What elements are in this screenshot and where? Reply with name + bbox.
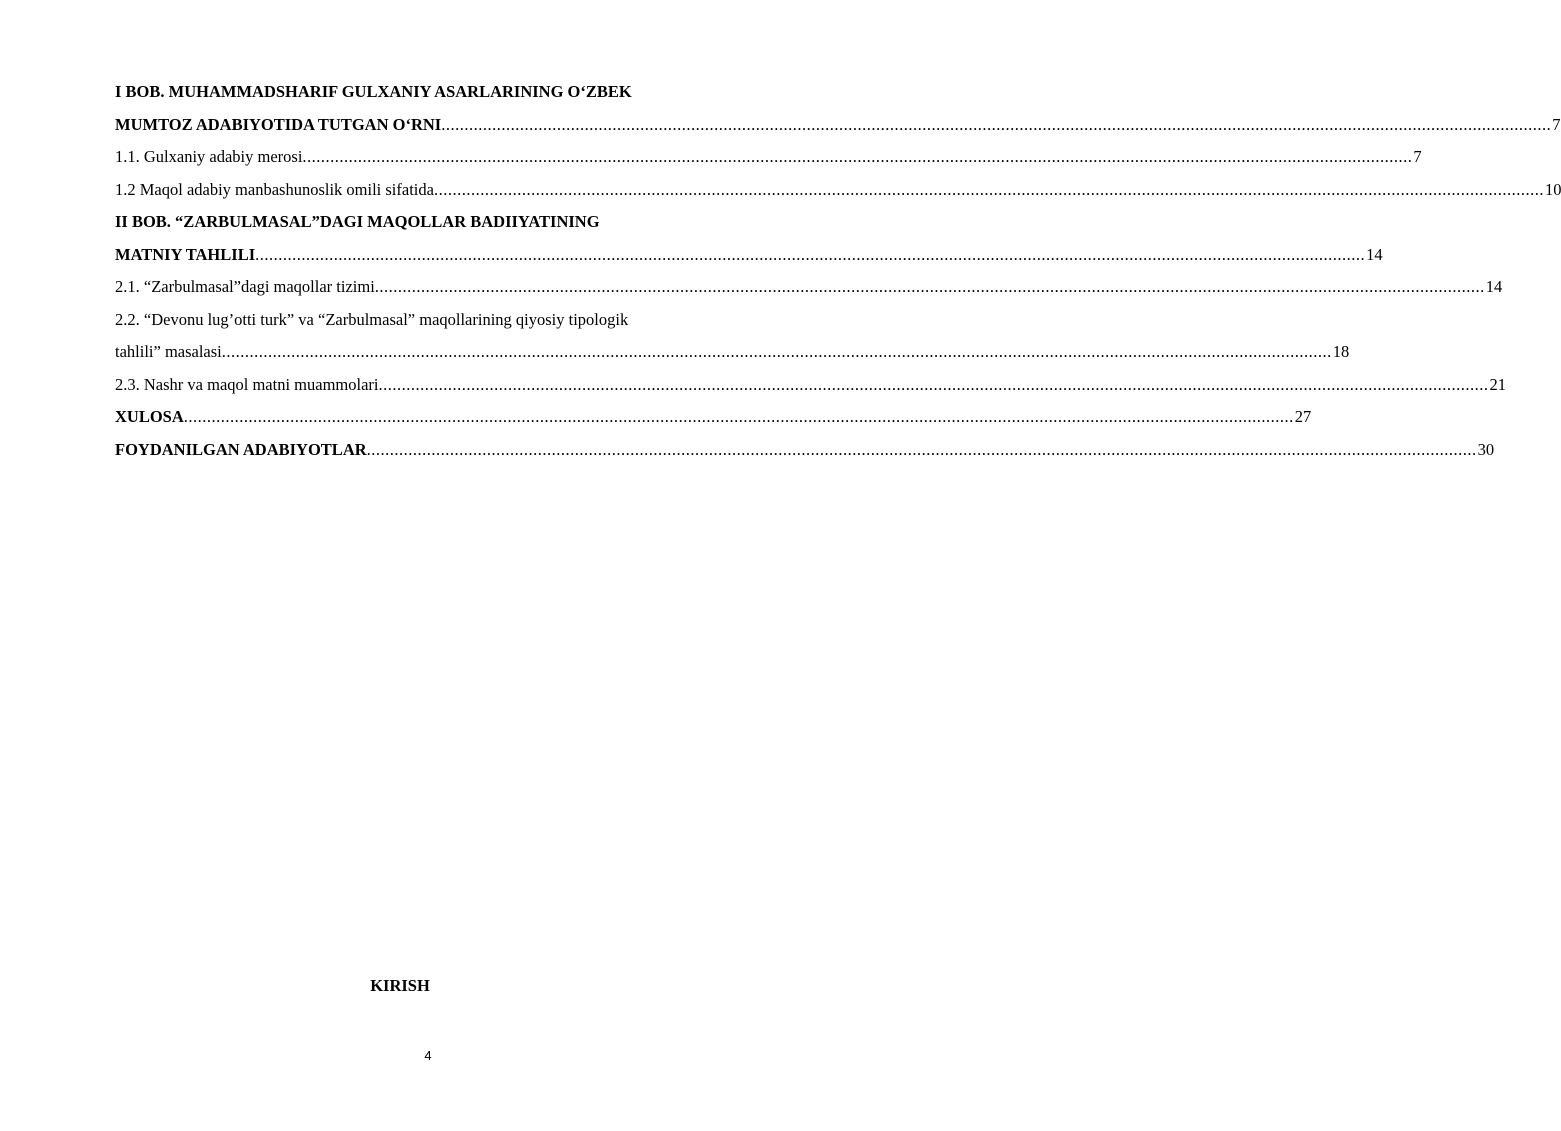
toc-entry-title: 1.2 Maqol adabiy manbashunoslik omili sifatida — [115, 179, 434, 199]
toc-entry-page-number: 21 — [1489, 374, 1506, 394]
dot-leader — [434, 174, 1544, 207]
toc-entry-title: 1.1. Gulxaniy adabiy merosi — [115, 147, 303, 166]
dot-leader — [255, 239, 1365, 272]
dot-leader — [378, 369, 1488, 402]
dot-leader — [302, 141, 1412, 174]
toc-entry-chapter-1[interactable] — [115, 76, 1561, 141]
toc-entry-title: XULOSA — [115, 407, 184, 426]
toc-entry-title: MATNIY TAHLILI — [115, 244, 256, 264]
toc-entry-section-2-2[interactable] — [115, 304, 1350, 369]
toc-entry-chapter-2[interactable] — [115, 206, 1383, 271]
toc-entry-page-number: 18 — [1332, 342, 1350, 361]
toc-entry-title: 2.3. Nashr va maqol matni muammolari — [115, 374, 379, 394]
toc-entry-page-number: 7 — [1413, 147, 1422, 166]
toc-entry-title: MUMTOZ ADABIYOTIDA TUTGAN O‘RNI — [115, 114, 442, 134]
toc-entry-references[interactable] — [115, 434, 1495, 467]
toc-entry-page-number: 30 — [1477, 439, 1495, 459]
toc-entry-title-line: II BOB. “ZARBULMASAL”DAGI MAQOLLAR BADIIYATINING — [115, 212, 600, 231]
section-heading: KIRISH — [370, 976, 430, 995]
dot-leader — [367, 434, 1477, 467]
toc-entry-title: FOYDANILGAN ADABIYOTLAR — [115, 439, 367, 459]
toc-entry-section-1-1[interactable] — [115, 141, 1422, 174]
toc-entry-title: 2.1. “Zarbulmasal”dagi maqollar tizimi — [115, 277, 375, 296]
table-of-contents — [115, 76, 1561, 466]
toc-entry-title: tahlili” masalasi — [115, 342, 222, 361]
toc-entry-page-number: 27 — [1294, 407, 1312, 426]
toc-entry-section-1-2[interactable] — [115, 174, 1561, 207]
page-number: 4 — [424, 1048, 432, 1063]
dot-leader — [375, 271, 1485, 304]
toc-entry-page-number: 7 — [1552, 114, 1561, 134]
toc-entry-page-number: 10 — [1544, 179, 1561, 199]
dot-leader — [184, 401, 1294, 434]
dot-leader — [222, 336, 1332, 369]
toc-entry-section-2-1[interactable] — [115, 271, 1503, 304]
toc-entry-title-line: I BOB. MUHAMMADSHARIF GULXANIY ASARLARINING O‘ZBEK — [115, 82, 632, 101]
toc-entry-section-2-3[interactable] — [115, 369, 1506, 402]
toc-entry-page-number: 14 — [1485, 277, 1503, 296]
toc-entry-title-line: 2.2. “Devonu lug’otti turk” va “Zarbulmasal” maqollarining qiyosiy tipologik — [115, 309, 629, 329]
toc-entry-page-number: 14 — [1366, 244, 1383, 264]
toc-entry-conclusion[interactable] — [115, 401, 1312, 434]
dot-leader — [441, 109, 1551, 142]
